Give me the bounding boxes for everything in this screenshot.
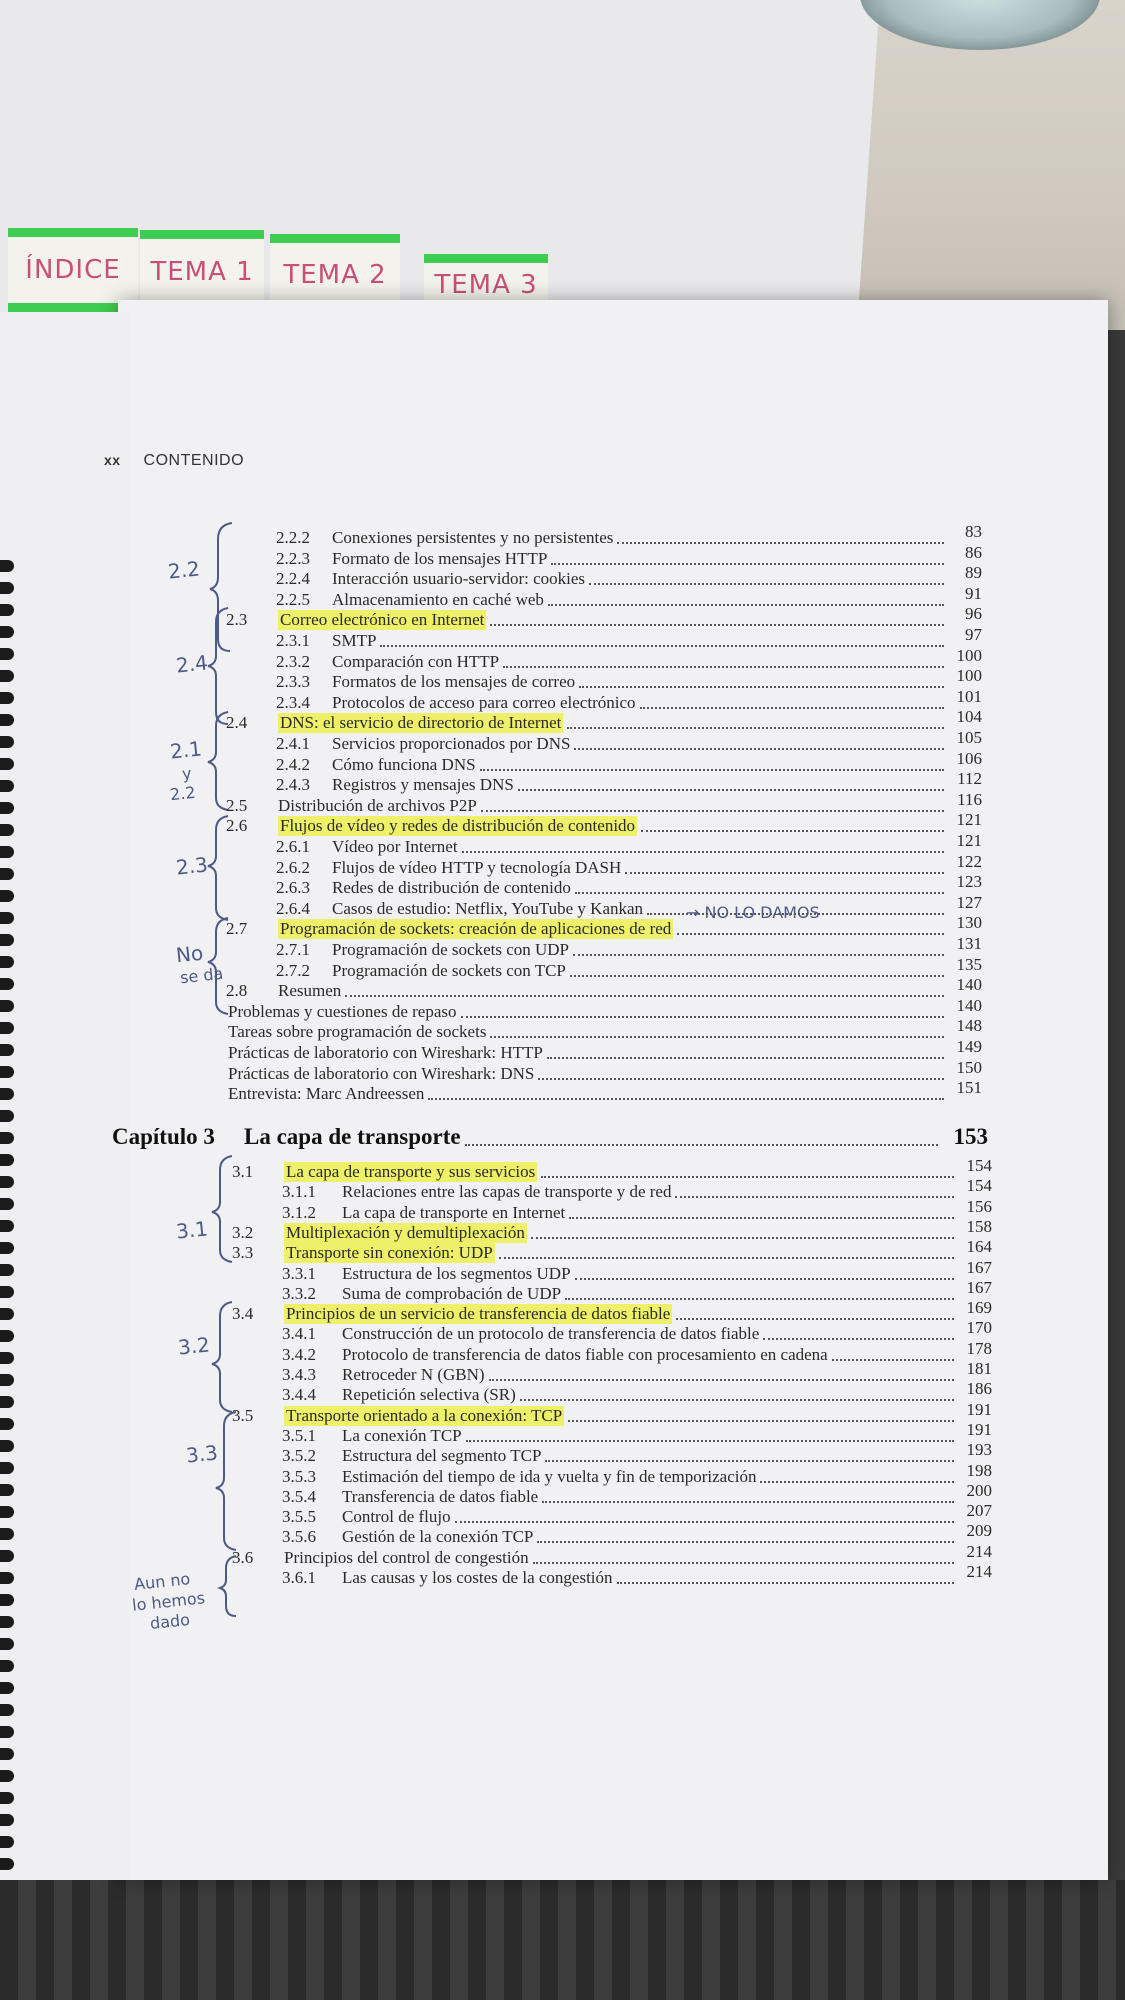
dot-leader [538, 1078, 944, 1080]
toc-entry-title: Estimación del tiempo de ida y vuelta y fin de temporización [342, 1466, 757, 1486]
toc-entry-page: 207 [966, 1501, 992, 1521]
dot-leader [520, 1399, 954, 1401]
toc-entry-page: 150 [956, 1057, 982, 1077]
toc-entry-page: 167 [966, 1277, 992, 1297]
toc-entry-number: 3.5.4 [282, 1486, 316, 1506]
note-3-1: 3.1 [174, 1216, 209, 1244]
note-se-da: se da [179, 963, 225, 988]
toc-entry-page: 140 [956, 975, 982, 995]
toc-entry[interactable] [332, 590, 544, 610]
toc-entry[interactable] [342, 1487, 538, 1507]
dot-leader [575, 892, 944, 894]
toc-entry-page: 131 [956, 934, 982, 953]
toc-entry[interactable] [342, 1467, 756, 1487]
toc-entry-title: Prácticas de laboratorio con Wireshark: HTTP [228, 1043, 543, 1062]
toc-entry-page: 178 [966, 1338, 992, 1358]
toc-entry-number: 2.8 [226, 981, 248, 1001]
toc-entry[interactable] [278, 610, 486, 630]
dot-leader [547, 1057, 944, 1059]
toc-entry[interactable] [342, 1568, 613, 1588]
toc-entry-title: La capa de transporte y sus servicios [286, 1162, 536, 1181]
dot-leader [574, 748, 944, 750]
toc-entry-title: SMTP [332, 631, 377, 650]
toc-entry-title: Protocolo de transferencia de datos fiable con procesamiento en cadena [342, 1344, 828, 1364]
toc-entry-page: 191 [966, 1399, 992, 1419]
toc-entry-page: 130 [956, 913, 982, 933]
dot-leader [675, 1196, 954, 1198]
note-y: y [181, 763, 193, 784]
toc-entry[interactable] [278, 816, 637, 836]
note-2-3: 2.3 [174, 852, 209, 880]
dot-leader [345, 995, 944, 997]
toc-entry-title: Resumen [278, 981, 342, 1001]
toc-entry-title: Programación de sockets: creación de aplicaciones de red [280, 919, 672, 939]
toc-entry-number: 3.5.6 [282, 1527, 316, 1547]
toc-entry-page: 169 [966, 1298, 992, 1318]
toc-entry-number: 2.7.2 [276, 960, 310, 980]
toc-entry-title: Redes de distribución de contenido [332, 878, 571, 898]
toc-entry-page: 151 [956, 1078, 982, 1098]
toc-entry-page: 153 [953, 1124, 988, 1149]
toc-entry-number: 3.6 [232, 1547, 254, 1567]
toc-entry-number: 2.6 [226, 816, 248, 836]
toc-entry[interactable] [342, 1385, 516, 1405]
toc-entry[interactable] [332, 652, 499, 672]
toc-entry-page: 123 [956, 872, 982, 892]
toc-entry-page: 116 [957, 789, 982, 809]
toc-entry-title: Programación de sockets con UDP [332, 940, 570, 959]
dot-leader [518, 789, 944, 791]
toc-entry-number: Capítulo 3 [112, 1124, 215, 1149]
toc-entry-number: 3.5 [232, 1405, 254, 1425]
toc-entry-page: 154 [966, 1176, 992, 1196]
toc-entry-title: Transporte sin conexión: UDP [286, 1243, 493, 1263]
toc-entry[interactable] [284, 1243, 495, 1263]
dot-leader [489, 1379, 954, 1381]
toc-entry[interactable] [342, 1324, 759, 1344]
toc-entry[interactable] [342, 1446, 541, 1466]
dot-leader [617, 1582, 954, 1584]
toc-entry-page: 100 [956, 666, 982, 686]
toc-entry-number: 3.1.2 [282, 1202, 316, 1222]
dot-leader [625, 872, 944, 874]
dot-leader [480, 769, 944, 771]
toc-entry[interactable] [228, 1064, 534, 1084]
toc-entry-title: Estructura de los segmentos UDP [342, 1263, 571, 1283]
toc-entry-page: 86 [965, 542, 982, 562]
dot-leader [647, 913, 944, 915]
running-head-label: CONTENIDO [143, 452, 245, 469]
toc-entry-title: Prácticas de laboratorio con Wireshark: DNS [228, 1063, 535, 1083]
toc-entry-number: 2.6.2 [276, 857, 310, 877]
toc-entry-title: Flujos de vídeo HTTP y tecnología DASH [332, 857, 622, 877]
dot-leader [531, 1237, 954, 1239]
toc-entry-number: 2.2.4 [276, 569, 310, 589]
toc-entry-number: 2.4.3 [276, 775, 310, 795]
toc-entry-number: 3.5.1 [282, 1425, 316, 1445]
dot-leader [570, 975, 944, 977]
note-3-2: 3.2 [176, 1332, 211, 1360]
dot-leader [462, 851, 944, 853]
toc-entry-page: 193 [966, 1440, 992, 1460]
tab-tema-1[interactable]: TEMA 1 [140, 230, 264, 304]
toc-entry-title: Protocolos de acceso para correo electrónico [332, 692, 636, 712]
toc-entry[interactable] [284, 1548, 529, 1568]
toc-entry[interactable] [278, 919, 673, 939]
toc-entry-page: 214 [966, 1562, 992, 1581]
toc-entry-page: 156 [966, 1196, 992, 1216]
toc-entry-number: 2.5 [226, 795, 248, 815]
toc-entry[interactable] [278, 981, 341, 1001]
toc-entry-title: Multiplexación y demultiplexación [286, 1222, 525, 1242]
toc-entry[interactable] [284, 1304, 672, 1324]
toc-entry[interactable] [342, 1426, 462, 1446]
dot-leader [575, 1278, 954, 1280]
toc-entry[interactable] [332, 775, 514, 795]
toc-entry-page: 164 [966, 1237, 992, 1257]
tab-tema-2[interactable]: TEMA 2 [270, 234, 400, 306]
toc-entry[interactable] [228, 1022, 486, 1042]
toc-entry[interactable] [342, 1203, 565, 1223]
toc-entry[interactable] [342, 1345, 828, 1365]
toc-entry-page: 91 [965, 583, 982, 603]
note-no: No [174, 940, 205, 968]
dot-leader [640, 707, 945, 709]
toc-entry-title: Distribución de archivos P2P [278, 795, 477, 815]
toc-entry-page: 191 [966, 1419, 992, 1439]
toc-entry-title: DNS: el servicio de directorio de Internet [280, 713, 562, 733]
dot-leader [617, 542, 944, 544]
toc-entry-title: Relaciones entre las capas de transporte y de red [342, 1182, 672, 1202]
toc-entry-title: Control de flujo [342, 1507, 451, 1527]
toc-entry[interactable] [342, 1507, 451, 1527]
toc-entry-number: 2.7.1 [276, 940, 310, 959]
dot-leader [579, 686, 944, 688]
toc-entry[interactable] [342, 1264, 571, 1284]
toc-entry-page: 140 [956, 995, 982, 1015]
dot-leader [461, 1016, 945, 1018]
tab-indice[interactable]: ÍNDICE [8, 228, 138, 312]
toc-entry-number: 3.3.2 [282, 1283, 316, 1303]
toc-entry-page: 158 [966, 1216, 992, 1236]
toc-entry-number: 2.6.4 [276, 898, 310, 918]
note-2-4: 2.4 [174, 650, 209, 678]
toc-entry-title: Conexiones persistentes y no persistentes [332, 528, 614, 547]
toc-entry[interactable] [278, 796, 477, 816]
toc-entry-number: 3.1.1 [282, 1182, 316, 1202]
toc-entry-title: Programación de sockets con TCP [332, 960, 566, 980]
toc-entry[interactable] [332, 693, 636, 713]
toc-entry-number: 3.4.2 [282, 1344, 316, 1364]
toc-entry-page: 106 [956, 748, 982, 768]
running-head-page: xx [104, 452, 121, 468]
dot-leader [465, 1144, 938, 1146]
toc-entry-title: Formato de los mensajes HTTP [332, 548, 548, 568]
toc-entry[interactable] [332, 569, 585, 589]
dot-leader [832, 1359, 954, 1361]
toc-entry-number: 3.1 [232, 1162, 254, 1181]
toc-entry-page: 121 [956, 810, 982, 830]
toc-entry-title: Construcción de un protocolo de transferencia de datos fiable [342, 1324, 760, 1344]
note-no-lo-damos: → NO LO DAMOS [686, 903, 820, 922]
toc-entry-title: Repetición selectiva (SR) [342, 1385, 516, 1405]
toc-entry-page: 104 [956, 707, 982, 727]
toc-entry-title: La capa de transporte [244, 1124, 461, 1149]
toc-entry-title: Principios de un servicio de transferencia de datos fiable [286, 1304, 671, 1324]
toc-entry-title: Retroceder N (GBN) [342, 1365, 485, 1384]
brace-3-3 [216, 1412, 236, 1550]
dot-leader [533, 1562, 954, 1564]
toc-entry-title: Correo electrónico en Internet [280, 610, 485, 630]
dot-leader [503, 666, 944, 668]
dot-leader [677, 933, 944, 935]
dot-leader [490, 1036, 944, 1038]
toc-entry[interactable] [342, 1182, 671, 1202]
toc-entry-page: 170 [966, 1318, 992, 1338]
toc-entry[interactable] [332, 631, 376, 651]
toc-entry-number: 2.2.5 [276, 589, 310, 609]
dot-leader [565, 1298, 954, 1300]
toc-entry-title: La capa de transporte en Internet [342, 1202, 566, 1222]
dot-leader [676, 1318, 954, 1320]
toc-entry-title: Cómo funciona DNS [332, 754, 476, 774]
toc-entry-number: 3.3 [232, 1243, 254, 1263]
dot-leader [573, 954, 944, 956]
note-aun-no: Aun no [133, 1569, 192, 1594]
toc-entry-title: Comparación con HTTP [332, 651, 500, 671]
toc-entry-title: La conexión TCP [342, 1425, 462, 1445]
toc-entry-number: 2.6.1 [276, 837, 310, 856]
note-2-1: 2.1 [168, 736, 203, 764]
toc-entry-page: 105 [956, 728, 982, 747]
toc-entry-page: 100 [956, 645, 982, 665]
dot-leader [541, 1176, 954, 1178]
toc-entry[interactable] [332, 961, 566, 981]
brace-2-2 [210, 523, 232, 651]
toc-entry-page: 127 [956, 892, 982, 912]
chapter-heading[interactable] [244, 1124, 461, 1150]
dot-leader [548, 604, 944, 606]
dot-leader [760, 1481, 954, 1483]
toc-entry-page: 209 [966, 1521, 992, 1541]
toc-entry-number: 2.3 [226, 610, 248, 630]
brace-3-2 [212, 1302, 232, 1412]
toc-entry[interactable] [284, 1162, 537, 1182]
dot-leader [568, 1420, 954, 1422]
toc-entry-page: 181 [966, 1359, 992, 1378]
toc-entry-page: 96 [965, 604, 982, 624]
dot-leader [490, 624, 944, 626]
toc-entry-title: Estructura del segmento TCP [342, 1446, 542, 1466]
toc-entry-page: 89 [965, 563, 982, 583]
toc-entry[interactable] [332, 672, 575, 692]
brace-2-3 [208, 816, 228, 920]
toc-entry-page: 149 [956, 1037, 982, 1056]
toc-entry-page: 154 [966, 1156, 992, 1175]
note-3-3: 3.3 [184, 1440, 219, 1468]
toc-entry[interactable] [332, 899, 643, 919]
dot-leader [466, 1440, 954, 1442]
toc-entry[interactable] [332, 878, 571, 898]
toc-entry-title: Vídeo por Internet [332, 837, 458, 856]
dot-leader [499, 1257, 954, 1259]
toc-entry-number: 3.4.4 [282, 1385, 316, 1405]
dot-leader [481, 810, 944, 812]
toc-entry-page: 83 [965, 522, 982, 541]
toc-entry-page: 121 [956, 831, 982, 850]
dot-leader [545, 1460, 954, 1462]
note-dado: dado [149, 1609, 191, 1634]
toc-entry-page: 167 [966, 1257, 992, 1277]
toc-entry-page: 214 [966, 1541, 992, 1561]
toc-entry[interactable] [332, 549, 547, 569]
toc-entry-title: Gestión de la conexión TCP [342, 1527, 534, 1547]
toc-entry-number: 2.4.1 [276, 734, 310, 753]
toc-entry-number: 3.4 [232, 1304, 254, 1324]
toc-entry[interactable] [278, 713, 563, 733]
toc-entry-title: Transporte orientado a la conexión: TCP [286, 1405, 563, 1425]
toc-entry[interactable] [332, 940, 569, 960]
toc-entry-page: 135 [956, 954, 982, 974]
dot-leader [428, 1098, 944, 1100]
toc-entry[interactable] [284, 1223, 527, 1243]
toc-entry-number: 2.6.3 [276, 878, 310, 898]
dot-leader [763, 1338, 954, 1340]
toc-entry-number: 3.2 [232, 1222, 254, 1242]
toc-entry-page: 198 [966, 1460, 992, 1480]
toc-entry-number: 3.3.1 [282, 1263, 316, 1283]
toc-entry-title: Las causas y los costes de la congestión [342, 1568, 613, 1587]
toc-entry-number: 3.5.5 [282, 1507, 316, 1527]
toc-entry-page: 200 [966, 1480, 992, 1500]
dot-leader [551, 563, 944, 565]
toc-entry[interactable] [332, 837, 458, 857]
dot-leader [455, 1521, 954, 1523]
toc-entry-number: 2.3.1 [276, 631, 310, 650]
toc-entry[interactable] [332, 528, 613, 548]
toc-entry-number: 2.3.2 [276, 651, 310, 671]
note-2-2: 2.2 [166, 556, 201, 584]
toc-entry-number: 3.4.3 [282, 1365, 316, 1384]
toc-entry-page: 148 [956, 1016, 982, 1036]
toc-entry-page: 122 [956, 851, 982, 871]
toc-entry[interactable] [342, 1284, 561, 1304]
dot-leader [380, 645, 944, 647]
note-lo-hemos: lo hemos [131, 1588, 206, 1615]
tab-tema-3[interactable]: TEMA 3 [424, 254, 548, 300]
toc-entry-number: 2.3.4 [276, 692, 310, 712]
toc-entry[interactable] [342, 1365, 485, 1385]
dot-leader [589, 583, 944, 585]
toc-entry-title: Formatos de los mensajes de correo [332, 672, 576, 692]
toc-entry-number: 3.4.1 [282, 1324, 316, 1344]
dot-leader [537, 1541, 954, 1543]
toc-entry[interactable] [228, 1002, 457, 1022]
toc-entry-page: 101 [956, 686, 982, 706]
toc-entry-number: 2.7 [226, 919, 248, 939]
dot-leader [569, 1217, 954, 1219]
toc-entry[interactable] [332, 858, 621, 878]
toc-entry-number: 2.4 [226, 713, 248, 733]
dot-leader [542, 1501, 954, 1503]
toc-entry[interactable] [342, 1527, 533, 1547]
dot-leader [567, 727, 944, 729]
toc-entry-page: 97 [965, 625, 982, 644]
toc-entry-title: Flujos de vídeo y redes de distribución de contenido [280, 816, 636, 836]
toc-entry-number: 2.4.2 [276, 754, 310, 774]
note-2-2b: 2.2 [169, 782, 197, 805]
toc-entry[interactable] [228, 1084, 424, 1104]
toc-entry-number: 3.5.3 [282, 1466, 316, 1486]
brace-3-1 [212, 1156, 232, 1262]
toc-entry-page: 186 [966, 1379, 992, 1399]
toc-entry-title: Transferencia de datos fiable [342, 1486, 539, 1506]
toc-entry-number: 2.2.2 [276, 528, 310, 547]
toc-entry-title: Interacción usuario-servidor: cookies [332, 569, 586, 589]
toc-entry[interactable] [332, 755, 476, 775]
toc-entry-title: Tareas sobre programación de sockets [228, 1022, 487, 1042]
toc-entry-title: Principios del control de congestión [284, 1547, 529, 1567]
toc-entry[interactable] [284, 1406, 564, 1426]
toc-entry-page: 112 [957, 769, 982, 789]
brace-2-1 [208, 712, 228, 810]
toc-entry-title: Casos de estudio: Netflix, YouTube y Kankan [332, 898, 644, 918]
toc-entry-number: 3.6.1 [282, 1568, 316, 1587]
dot-leader [641, 830, 944, 832]
toc-entry-title: Suma de comprobación de UDP [342, 1283, 562, 1303]
toc-entry-number: 2.2.3 [276, 548, 310, 568]
toc-entry-title: Entrevista: Marc Andreessen [228, 1084, 425, 1104]
toc-entry-number: 3.5.2 [282, 1446, 316, 1466]
toc-entry-title: Registros y mensajes DNS [332, 775, 514, 795]
toc-entry[interactable] [332, 734, 570, 754]
toc-entry-number: 2.3.3 [276, 672, 310, 692]
toc-entry-title: Servicios proporcionados por DNS [332, 734, 571, 753]
toc-entry-title: Problemas y cuestiones de repaso [228, 1001, 457, 1021]
toc-entry[interactable] [228, 1043, 543, 1063]
toc-entry-title: Almacenamiento en caché web [332, 589, 544, 609]
